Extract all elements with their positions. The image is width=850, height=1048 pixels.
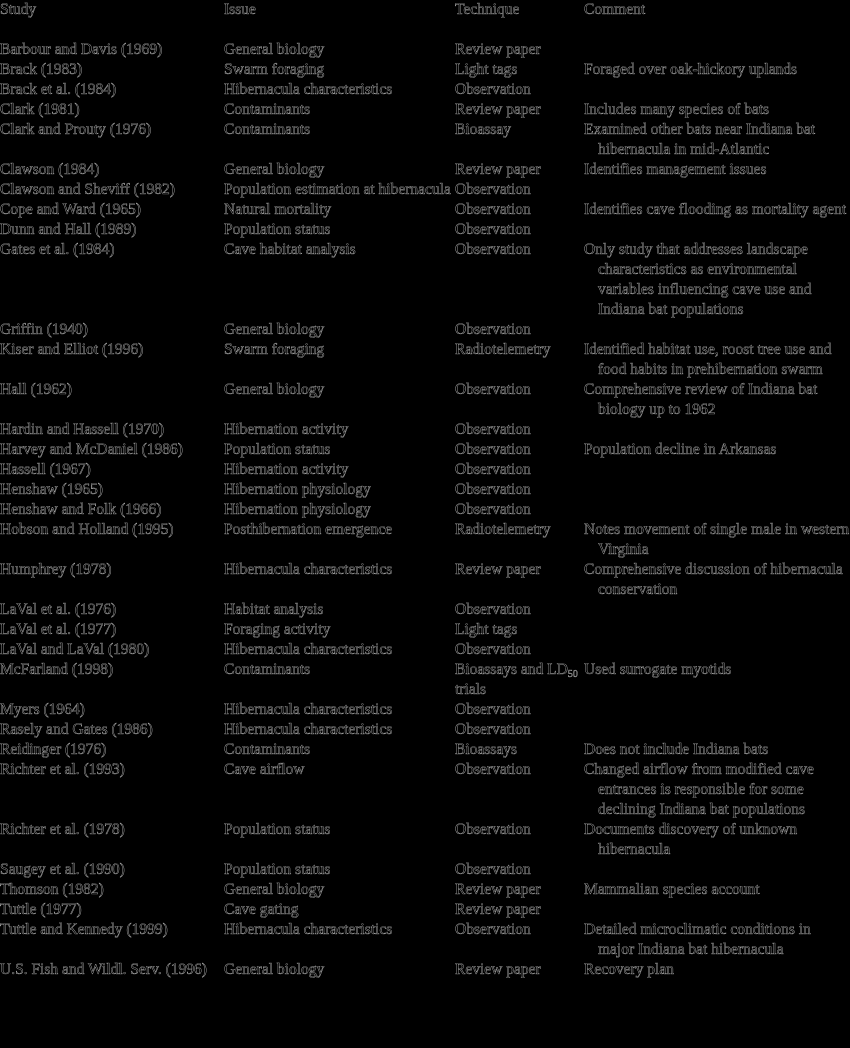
cell-study-text: Tuttle and Kennedy (1999) (0, 921, 168, 938)
cell-comment-text: Foraged over oak-hickory uplands (584, 61, 798, 78)
cell-study-text: Harvey and McDaniel (1986) (0, 441, 183, 458)
cell-study (0, 40, 224, 60)
cell-study-text: Clawson and Sheviff (1982) (0, 181, 175, 198)
table-row (0, 40, 850, 60)
cell-issue (224, 520, 455, 540)
cell-issue (224, 120, 455, 140)
cell-issue-text: Hibernacula characteristics (224, 701, 393, 718)
cell-study (0, 760, 224, 780)
cell-comment-text: Does not include Indiana bats (584, 741, 769, 758)
cell-technique-text: Observation (455, 441, 531, 458)
cell-issue-text: Population status (224, 821, 331, 838)
cell-issue (224, 920, 455, 940)
cell-issue (224, 600, 455, 620)
cell-study-text: Myers (1964) (0, 701, 85, 718)
table-row (0, 860, 850, 880)
cell-technique-text: Observation (455, 601, 531, 618)
cell-issue-text: Contaminants (224, 121, 311, 138)
cell-technique (455, 600, 584, 620)
cell-comment-text: Identified habitat use, roost tree use and food habits in prehibernation swarm (584, 341, 832, 378)
cell-technique (455, 320, 584, 340)
cell-comment (584, 160, 850, 180)
cell-issue (224, 220, 455, 240)
cell-issue (224, 900, 455, 920)
cell-comment-text: Used surrogate myotids (584, 661, 732, 678)
header-study: Study (0, 1, 37, 18)
cell-study (0, 80, 224, 100)
cell-technique-text: Light tags (455, 61, 518, 78)
table-row (0, 380, 850, 420)
cell-study (0, 600, 224, 620)
cell-issue (224, 860, 455, 880)
cell-issue-text: Swarm foraging (224, 61, 325, 78)
cell-issue-text: Foraging activity (224, 621, 331, 638)
cell-comment (584, 760, 850, 820)
cell-comment-text: Population decline in Arkansas (584, 441, 777, 458)
cell-issue-text: Hibernation physiology (224, 481, 371, 498)
table-row (0, 100, 850, 120)
cell-technique-text: Radiotelemetry (455, 521, 551, 538)
cell-study-text: Hardin and Hassell (1970) (0, 421, 164, 438)
cell-issue (224, 180, 455, 200)
table-row (0, 80, 850, 100)
cell-comment (584, 960, 850, 980)
cell-issue (224, 880, 455, 900)
cell-issue (224, 440, 455, 460)
table-body (0, 40, 850, 980)
cell-study-text: Hassell (1967) (0, 461, 91, 478)
cell-issue-text: Habitat analysis (224, 601, 324, 618)
table-row (0, 320, 850, 340)
cell-issue-text: Contaminants (224, 661, 311, 678)
cell-issue-text: Cave airflow (224, 761, 305, 778)
cell-study-text: Cope and Ward (1965) (0, 201, 141, 218)
cell-study (0, 640, 224, 660)
cell-comment (584, 60, 850, 80)
technique-subscript: 50 (567, 669, 578, 680)
cell-issue-text: Contaminants (224, 101, 311, 118)
cell-technique-text: Observation (455, 421, 531, 438)
cell-issue-text: Cave gating (224, 901, 299, 918)
cell-issue-text: Hibernacula characteristics (224, 561, 393, 578)
table-row (0, 520, 850, 560)
table-row (0, 160, 850, 180)
cell-technique (455, 240, 584, 260)
cell-technique (455, 440, 584, 460)
cell-issue (224, 60, 455, 80)
cell-comment (584, 880, 850, 900)
cell-issue-text: General biology (224, 381, 325, 398)
table-row (0, 620, 850, 640)
table-row (0, 640, 850, 660)
cell-issue-text: Population estimation at hibernacula (224, 181, 451, 198)
cell-issue (224, 480, 455, 500)
cell-study-text: Griffin (1940) (0, 321, 88, 338)
cell-study-text: Kiser and Elliot (1996) (0, 341, 144, 358)
cell-study (0, 720, 224, 740)
cell-issue-text: Population status (224, 221, 331, 238)
cell-technique-text: Observation (455, 821, 531, 838)
cell-comment (584, 340, 850, 380)
cell-comment-text: Identifies cave flooding as mortality agent (584, 201, 847, 218)
cell-study (0, 460, 224, 480)
cell-issue (224, 40, 455, 60)
cell-technique-text: Light tags (455, 621, 518, 638)
cell-study-text: Gates et al. (1984) (0, 241, 115, 258)
table-row (0, 900, 850, 920)
cell-study (0, 160, 224, 180)
cell-comment-text: Detailed microclimatic conditions in major Indiana bat hibernacula (584, 921, 811, 958)
cell-study (0, 380, 224, 400)
cell-study (0, 340, 224, 360)
cell-technique (455, 520, 584, 540)
cell-comment-text: Examined other bats near Indiana bat hibernacula in mid-Atlantic (584, 121, 816, 158)
cell-technique-text: Observation (455, 381, 531, 398)
cell-technique-text: Review paper (455, 101, 541, 118)
cell-technique (455, 700, 584, 720)
cell-study (0, 660, 224, 680)
cell-issue (224, 620, 455, 640)
cell-study (0, 440, 224, 460)
cell-technique-text: Observation (455, 481, 531, 498)
cell-technique (455, 100, 584, 120)
cell-study (0, 960, 224, 980)
cell-study (0, 520, 224, 540)
table-row (0, 820, 850, 860)
table-row (0, 120, 850, 160)
cell-comment (584, 120, 850, 160)
cell-issue (224, 200, 455, 220)
cell-issue (224, 160, 455, 180)
table-row (0, 60, 850, 80)
cell-study-text: U.S. Fish and Wildl. Serv. (1996) (0, 961, 207, 978)
cell-study (0, 60, 224, 80)
cell-technique (455, 420, 584, 440)
cell-technique (455, 40, 584, 60)
cell-issue-text: General biology (224, 161, 325, 178)
cell-issue-text: Swarm foraging (224, 341, 325, 358)
cell-technique (455, 660, 584, 700)
cell-study-text: Hobson and Holland (1995) (0, 521, 174, 538)
table-row (0, 240, 850, 320)
cell-study (0, 560, 224, 580)
cell-technique (455, 820, 584, 840)
cell-study-text: Thomson (1982) (0, 881, 104, 898)
cell-issue (224, 500, 455, 520)
cell-comment-text: Notes movement of single male in western Virginia (584, 521, 850, 558)
table-row (0, 500, 850, 520)
cell-issue (224, 700, 455, 720)
cell-technique (455, 880, 584, 900)
cell-technique-text: Observation (455, 241, 531, 258)
cell-issue-text: Population status (224, 861, 331, 878)
cell-issue (224, 380, 455, 400)
cell-issue (224, 720, 455, 740)
cell-study (0, 880, 224, 900)
cell-technique (455, 640, 584, 660)
cell-issue (224, 320, 455, 340)
cell-study-text: Clawson (1984) (0, 161, 100, 178)
cell-study-text: Barbour and Davis (1969) (0, 41, 163, 58)
cell-technique-text: Observation (455, 701, 531, 718)
cell-issue (224, 420, 455, 440)
cell-technique (455, 200, 584, 220)
cell-technique-text: Observation (455, 501, 531, 518)
cell-comment-text: Includes many species of bats (584, 101, 770, 118)
cell-technique (455, 920, 584, 940)
cell-study (0, 320, 224, 340)
cell-study-text: LaVal et al. (1976) (0, 601, 117, 618)
cell-study (0, 220, 224, 240)
cell-issue (224, 560, 455, 580)
cell-technique-text: Bioassays and LD (455, 661, 568, 678)
cell-technique-text: Bioassay (455, 121, 511, 138)
cell-study-text: Brack et al. (1984) (0, 81, 117, 98)
cell-technique (455, 120, 584, 140)
cell-comment (584, 820, 850, 860)
cell-comment (584, 440, 850, 460)
cell-technique-text: Review paper (455, 961, 541, 978)
table-row (0, 420, 850, 440)
cell-technique-text: Radiotelemetry (455, 341, 551, 358)
cell-issue-text: Cave habitat analysis (224, 241, 356, 258)
cell-technique-text: Observation (455, 761, 531, 778)
cell-issue-text: Hibernation activity (224, 421, 349, 438)
cell-issue-text: Contaminants (224, 741, 311, 758)
cell-study (0, 620, 224, 640)
cell-study-text: Henshaw (1965) (0, 481, 103, 498)
cell-issue-text: Hibernacula characteristics (224, 721, 393, 738)
cell-technique (455, 340, 584, 360)
cell-study (0, 860, 224, 880)
cell-technique-text: Observation (455, 181, 531, 198)
cell-issue (224, 80, 455, 100)
cell-comment-text: Mammalian species account (584, 881, 760, 898)
cell-comment (584, 200, 850, 220)
cell-comment (584, 100, 850, 120)
cell-study (0, 480, 224, 500)
cell-comment (584, 920, 850, 960)
cell-technique-text: Observation (455, 921, 531, 938)
cell-issue (224, 960, 455, 980)
cell-technique (455, 500, 584, 520)
cell-issue (224, 660, 455, 680)
cell-technique-text: Observation (455, 321, 531, 338)
cell-technique (455, 60, 584, 80)
cell-comment-text: Recovery plan (584, 961, 674, 978)
table-row (0, 560, 850, 600)
cell-study (0, 900, 224, 920)
cell-technique-text: Review paper (455, 161, 541, 178)
cell-technique-text: Observation (455, 721, 531, 738)
table-row (0, 180, 850, 200)
table-row (0, 760, 850, 820)
cell-technique-text: Observation (455, 461, 531, 478)
cell-study-text: Dunn and Hall (1989) (0, 221, 137, 238)
cell-technique (455, 720, 584, 740)
table-row (0, 340, 850, 380)
cell-study-text: LaVal et al. (1977) (0, 621, 117, 638)
cell-comment-text: Comprehensive discussion of hibernacula conservation (584, 561, 843, 598)
cell-issue (224, 740, 455, 760)
table-row (0, 880, 850, 900)
cell-technique (455, 960, 584, 980)
cell-comment-text: Identifies management issues (584, 161, 767, 178)
cell-technique (455, 740, 584, 760)
cell-issue-text: Natural mortality (224, 201, 332, 218)
cell-technique (455, 220, 584, 240)
cell-study (0, 500, 224, 520)
cell-issue (224, 460, 455, 480)
cell-technique (455, 620, 584, 640)
cell-comment-text: Documents discovery of unknown hibernacula (584, 821, 798, 858)
header-technique: Technique (455, 1, 520, 18)
cell-study (0, 100, 224, 120)
cell-comment (584, 380, 850, 420)
cell-study-text: Brack (1983) (0, 61, 83, 78)
cell-technique (455, 480, 584, 500)
cell-study-text: McFarland (1998) (0, 661, 114, 678)
cell-issue-text: Hibernacula characteristics (224, 641, 393, 658)
technique-suffix: trials (455, 681, 486, 698)
table-row (0, 220, 850, 240)
cell-technique (455, 380, 584, 400)
cell-study-text: Hall (1962) (0, 381, 72, 398)
cell-study-text: Henshaw and Folk (1966) (0, 501, 162, 518)
table-row (0, 700, 850, 720)
cell-issue (224, 340, 455, 360)
cell-technique (455, 860, 584, 880)
cell-comment (584, 560, 850, 600)
cell-study (0, 420, 224, 440)
cell-technique-text: Observation (455, 641, 531, 658)
cell-technique-text: Bioassays (455, 741, 517, 758)
cell-technique-text: Review paper (455, 881, 541, 898)
cell-technique-text: Observation (455, 81, 531, 98)
cell-technique (455, 180, 584, 200)
cell-study-text: Tuttle (1977) (0, 901, 82, 918)
cell-issue-text: General biology (224, 881, 325, 898)
header-comment: Comment (584, 1, 646, 18)
cell-technique (455, 900, 584, 920)
cell-issue-text: General biology (224, 961, 325, 978)
cell-study-text: Saugey et al. (1990) (0, 861, 125, 878)
table-header-row (0, 0, 850, 20)
cell-issue-text: Population status (224, 441, 331, 458)
table-row (0, 740, 850, 760)
cell-study (0, 700, 224, 720)
cell-comment (584, 660, 850, 680)
cell-study (0, 920, 224, 940)
table-row (0, 200, 850, 220)
header-issue: Issue (224, 1, 256, 18)
cell-technique-text: Observation (455, 861, 531, 878)
cell-technique (455, 460, 584, 480)
cell-study-text: Clark and Prouty (1976) (0, 121, 152, 138)
cell-issue (224, 640, 455, 660)
table-row (0, 480, 850, 500)
cell-study (0, 120, 224, 140)
cell-issue-text: Hibernation activity (224, 461, 349, 478)
table-row (0, 960, 850, 980)
cell-study-text: Reidinger (1976) (0, 741, 107, 758)
cell-technique (455, 160, 584, 180)
cell-study-text: Rasely and Gates (1986) (0, 721, 153, 738)
cell-issue (224, 100, 455, 120)
cell-issue (224, 240, 455, 260)
cell-study (0, 240, 224, 260)
cell-issue-text: General biology (224, 321, 325, 338)
cell-study-text: Richter et al. (1978) (0, 821, 125, 838)
cell-technique-text: Review paper (455, 41, 541, 58)
cell-issue-text: Posthibernation emergence (224, 521, 393, 538)
cell-issue-text: Hibernacula characteristics (224, 81, 393, 98)
cell-study (0, 740, 224, 760)
cell-issue-text: Hibernacula characteristics (224, 921, 393, 938)
cell-comment-text: Changed airflow from modified cave entrances is responsible for some declining Indiana bat populations (584, 761, 814, 818)
cell-technique (455, 80, 584, 100)
table-row (0, 440, 850, 460)
cell-technique (455, 760, 584, 780)
cell-study-text: Clark (1981) (0, 101, 80, 118)
cell-technique-text: Review paper (455, 561, 541, 578)
cell-study (0, 180, 224, 200)
cell-technique-text: Review paper (455, 901, 541, 918)
cell-comment-text: Only study that addresses landscape characteristics as environmental variables influencing cave use and Indiana bat populations (584, 241, 812, 318)
cell-issue (224, 820, 455, 840)
cell-technique (455, 560, 584, 580)
cell-issue-text: Hibernation physiology (224, 501, 371, 518)
cell-technique-text: Observation (455, 201, 531, 218)
cell-comment (584, 240, 850, 320)
cell-study (0, 820, 224, 840)
table-row (0, 600, 850, 620)
table-row (0, 660, 850, 700)
cell-comment (584, 520, 850, 560)
table-row (0, 920, 850, 960)
cell-issue-text: General biology (224, 41, 325, 58)
table-row (0, 720, 850, 740)
cell-study-text: Richter et al. (1993) (0, 761, 125, 778)
table-row (0, 460, 850, 480)
cell-study-text: LaVal and LaVal (1980) (0, 641, 150, 658)
cell-study-text: Humphrey (1978) (0, 561, 112, 578)
cell-comment-text: Comprehensive review of Indiana bat biology up to 1962 (584, 381, 818, 418)
cell-technique-text: Observation (455, 221, 531, 238)
cell-issue (224, 760, 455, 780)
cell-study (0, 200, 224, 220)
cell-comment (584, 740, 850, 760)
